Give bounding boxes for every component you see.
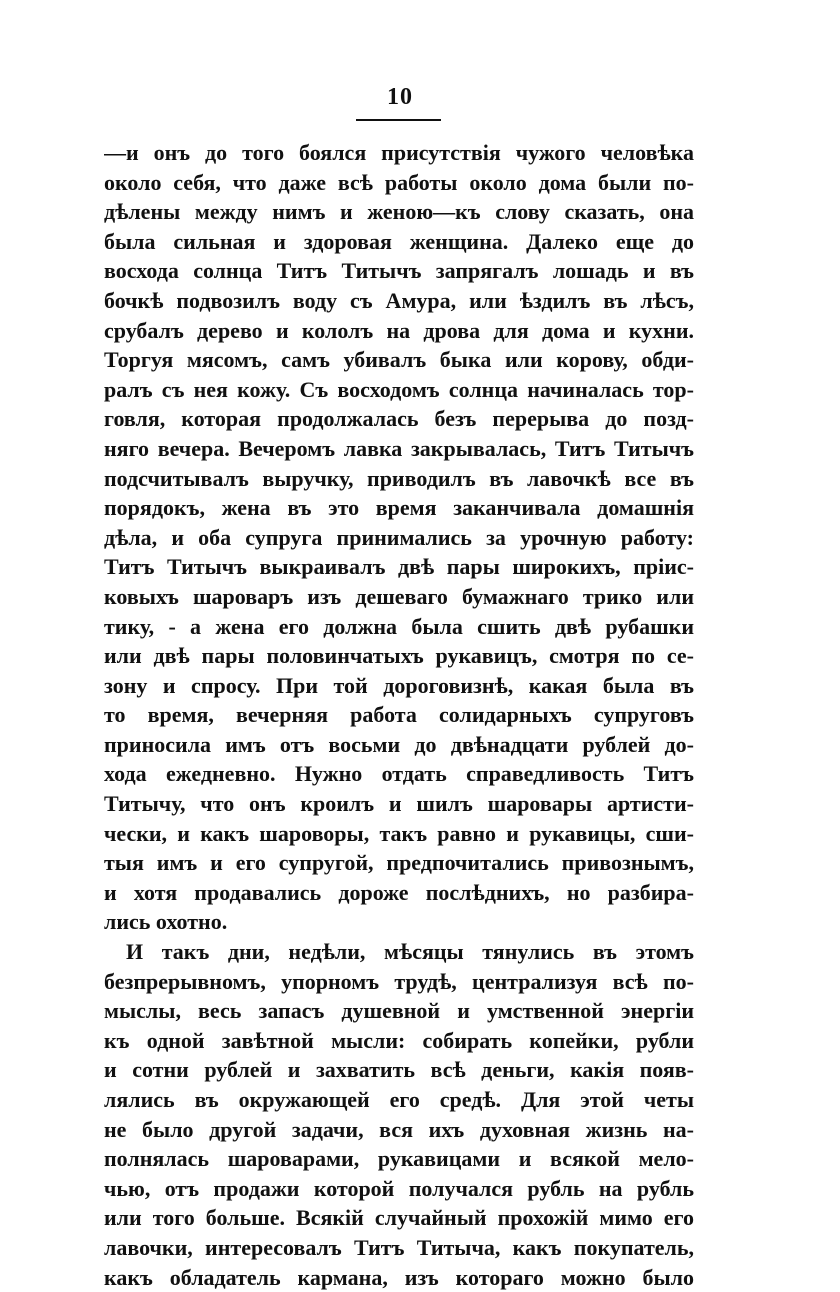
text-line: или того больше. Всякій случайный прохожій мимо его — [104, 1205, 694, 1231]
text-line: зону и спросу. При той дороговизнѣ, какая была въ — [104, 672, 694, 698]
text-line: около себя, что даже всѣ работы около дома были по- — [104, 169, 694, 195]
text-line: мыслы, весь запасъ душевной и умственной энергіи — [104, 998, 694, 1024]
text-line: Торгуя мясомъ, самъ убивалъ быка или корову, обди- — [104, 347, 694, 373]
text-line: —и онъ до того боялся присутствія чужого человѣка — [104, 140, 694, 165]
text-line: дѣла, и оба супруга принимались за урочную работу: — [104, 524, 694, 550]
text-line: няго вечера. Вечеромъ лавка закрывалась, Титъ Титычъ — [104, 435, 694, 461]
paragraph-start-line: И такъ дни, недѣли, мѣсяцы тянулись въ этомъ — [126, 939, 694, 965]
text-line: чью, отъ продажи которой получался рубль на рубль — [104, 1175, 694, 1201]
text-line: не было другой задачи, вся ихъ духовная жизнь на- — [104, 1116, 694, 1142]
text-line: полнялась шароварами, рукавицами и всякой мело- — [104, 1146, 694, 1172]
text-line: ралъ съ нея кожу. Съ восходомъ солнца начиналась тор- — [104, 376, 694, 402]
text-line: приносила имъ отъ восьми до двѣнадцати рублей до- — [104, 731, 694, 757]
text-line: Титычу, что онъ кроилъ и шилъ шаровары артисти- — [104, 791, 694, 817]
text-line: бочкѣ подвозилъ воду съ Амура, или ѣздилъ въ лѣсъ, — [104, 287, 694, 313]
text-line: къ одной завѣтной мысли: собирать копейки, рубли — [104, 1027, 694, 1053]
text-line: ковыхъ шароваръ изъ дешеваго бумажнаго трико или — [104, 583, 694, 609]
text-line: была сильная и здоровая женщина. Далеко еще до — [104, 228, 694, 254]
text-line: восхода солнца Титъ Титычъ запрягалъ лошадь и въ — [104, 258, 694, 284]
text-line: и хотя продавались дороже послѣднихъ, но разбира- — [104, 879, 694, 905]
text-line: и сотни рублей и захватить всѣ деньги, какія появ- — [104, 1057, 694, 1083]
text-line: безпрерывномъ, упорномъ трудѣ, централизуя всѣ по- — [104, 968, 694, 994]
body-text — [104, 138, 694, 1292]
text-line: дѣлены между нимъ и женою—къ слову сказать, она — [104, 199, 694, 225]
text-line: то время, вечерняя работа солидарныхъ супруговъ — [104, 702, 694, 728]
text-line: лавочки, интересовалъ Титъ Титыча, какъ покупатель, — [104, 1234, 694, 1260]
text-line: какъ обладатель кармана, изъ котораго можно было — [104, 1264, 694, 1290]
paragraph-end-line: лись охотно. — [104, 909, 228, 935]
page-number-rule — [356, 119, 441, 121]
text-line: подсчитывалъ выручку, приводилъ въ лавочкѣ все въ — [104, 465, 694, 491]
text-line: срубалъ дерево и кололъ на дрова для дома и кухни. — [104, 317, 694, 343]
text-line: Титъ Титычъ выкраивалъ двѣ пары широкихъ, пріис- — [104, 554, 694, 580]
text-line: тику, - а жена его должна была сшить двѣ рубашки — [104, 613, 694, 639]
text-line: чески, и какъ шароворы, такъ равно и рукавицы, сши- — [104, 820, 694, 846]
text-line: или двѣ пары половинчатыхъ рукавицъ, смотря по се- — [104, 643, 694, 669]
text-line: порядокъ, жена въ это время заканчивала домашнія — [104, 495, 694, 521]
text-line: говля, которая продолжалась безъ перерыва до позд- — [104, 406, 694, 432]
page-number: 10 — [387, 84, 413, 110]
text-line: хода ежедневно. Нужно отдать справедливость Титъ — [104, 761, 694, 787]
text-line: лялись въ окружающей его средѣ. Для этой четы — [104, 1087, 694, 1112]
text-line: тыя имъ и его супругой, предпочитались привознымъ, — [104, 850, 694, 876]
